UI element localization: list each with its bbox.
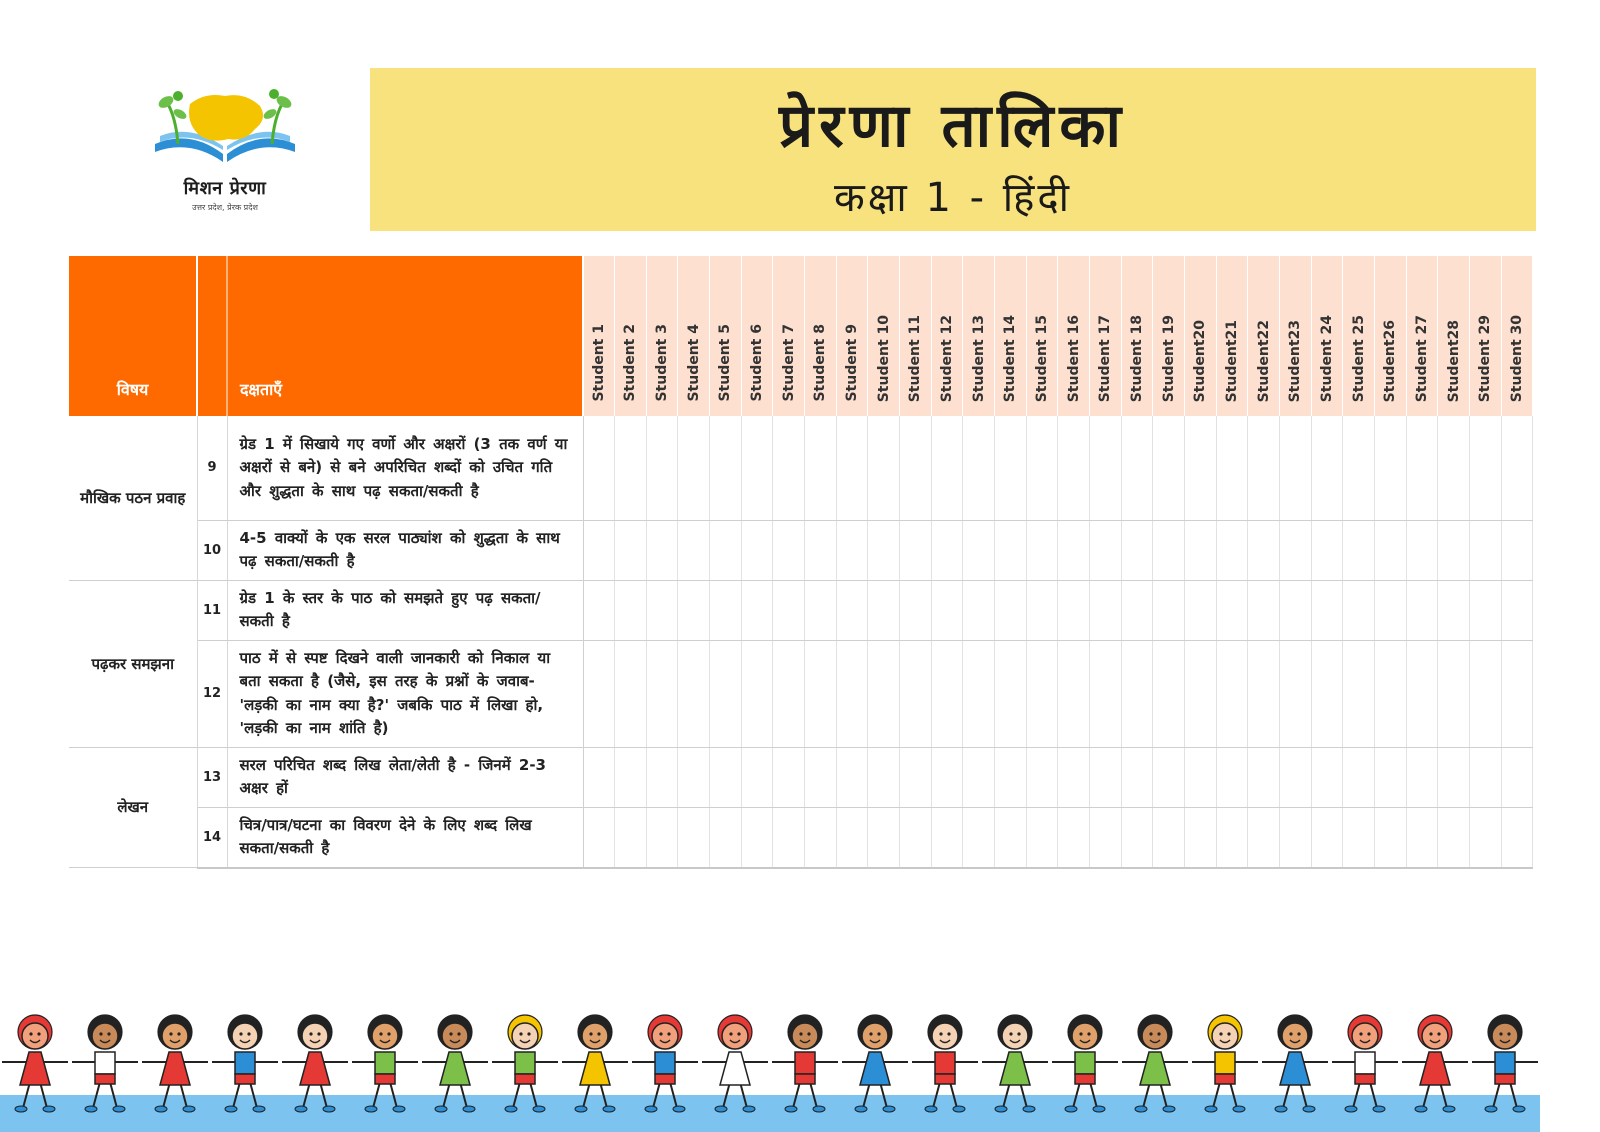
header-student-13 <box>963 256 995 416</box>
header-student-15 <box>1026 256 1058 416</box>
header-student-6 <box>741 256 773 416</box>
competency-description: चित्र/पात्र/घटना का विवरण देने के लिए शब्द लिख सकता/सकती है <box>227 807 583 868</box>
header-student-29 <box>1469 256 1501 416</box>
student-mark-cell[interactable] <box>1501 580 1533 640</box>
page-title: प्रेरणा तालिका <box>778 91 1128 161</box>
student-mark-cell[interactable] <box>678 747 710 807</box>
footer-decoration <box>0 1010 1540 1132</box>
student-mark-cell[interactable] <box>1311 520 1343 580</box>
student-mark-cell[interactable] <box>773 807 805 868</box>
student-mark-cell[interactable] <box>1184 580 1216 640</box>
student-mark-cell[interactable] <box>868 520 900 580</box>
student-mark-cell[interactable] <box>741 580 773 640</box>
student-mark-cell[interactable] <box>773 520 805 580</box>
student-mark-cell[interactable] <box>1279 640 1311 747</box>
student-mark-cell[interactable] <box>710 747 742 807</box>
student-mark-cell[interactable] <box>836 747 868 807</box>
student-mark-cell[interactable] <box>900 580 932 640</box>
header-student-26 <box>1374 256 1406 416</box>
student-mark-cell[interactable] <box>1153 807 1185 868</box>
student-mark-cell[interactable] <box>583 580 615 640</box>
student-mark-cell[interactable] <box>583 807 615 868</box>
student-mark-cell[interactable] <box>1216 416 1248 520</box>
student-label: Student 2 <box>622 324 639 402</box>
student-mark-cell[interactable] <box>1153 640 1185 747</box>
header-student-25 <box>1343 256 1375 416</box>
table-row <box>69 520 1533 580</box>
student-mark-cell[interactable] <box>1090 807 1122 868</box>
student-mark-cell[interactable] <box>1374 580 1406 640</box>
student-mark-cell[interactable] <box>741 416 773 520</box>
student-mark-cell[interactable] <box>836 416 868 520</box>
student-mark-cell[interactable] <box>1469 520 1501 580</box>
student-label: Student 16 <box>1065 314 1082 402</box>
subject-cell: पढ़कर समझना <box>69 580 197 747</box>
student-mark-cell[interactable] <box>1184 520 1216 580</box>
page-subtitle: कक्षा 1 - हिंदी <box>834 175 1072 221</box>
student-mark-cell[interactable] <box>931 640 963 747</box>
student-label: Student 6 <box>749 324 766 402</box>
student-mark-cell[interactable] <box>1026 807 1058 868</box>
student-mark-cell[interactable] <box>1153 416 1185 520</box>
student-mark-cell[interactable] <box>1438 580 1470 640</box>
header-student-1 <box>583 256 615 416</box>
student-mark-cell[interactable] <box>773 416 805 520</box>
competency-number: 10 <box>197 520 227 580</box>
student-label: Student22 <box>1255 319 1272 402</box>
title-banner <box>370 68 1536 231</box>
student-mark-cell[interactable] <box>995 747 1027 807</box>
student-mark-cell[interactable] <box>1279 747 1311 807</box>
logo-name: मिशन प्रेरणा <box>183 178 267 199</box>
student-label: Student20 <box>1192 319 1209 402</box>
student-mark-cell[interactable] <box>836 580 868 640</box>
header-student-8 <box>805 256 837 416</box>
student-mark-cell[interactable] <box>1026 747 1058 807</box>
student-mark-cell[interactable] <box>931 416 963 520</box>
up-map-book-logo-icon <box>150 84 300 174</box>
header-student-14 <box>995 256 1027 416</box>
student-mark-cell[interactable] <box>900 747 932 807</box>
student-mark-cell[interactable] <box>1248 416 1280 520</box>
student-mark-cell[interactable] <box>773 747 805 807</box>
student-mark-cell[interactable] <box>1438 807 1470 868</box>
student-mark-cell[interactable] <box>1216 640 1248 747</box>
student-mark-cell[interactable] <box>1090 416 1122 520</box>
student-mark-cell[interactable] <box>1153 747 1185 807</box>
header-student-23 <box>1279 256 1311 416</box>
student-mark-cell[interactable] <box>836 640 868 747</box>
header-student-2 <box>615 256 647 416</box>
table-header-row <box>69 256 1533 416</box>
student-mark-cell[interactable] <box>1406 807 1438 868</box>
student-mark-cell[interactable] <box>1248 747 1280 807</box>
student-mark-cell[interactable] <box>678 580 710 640</box>
student-label: Student26 <box>1382 319 1399 402</box>
student-mark-cell[interactable] <box>1374 807 1406 868</box>
student-mark-cell[interactable] <box>1153 520 1185 580</box>
header-student-18 <box>1121 256 1153 416</box>
student-label: Student 3 <box>654 324 671 402</box>
student-mark-cell[interactable] <box>931 747 963 807</box>
student-mark-cell[interactable] <box>678 807 710 868</box>
student-mark-cell[interactable] <box>615 580 647 640</box>
student-mark-cell[interactable] <box>1438 640 1470 747</box>
student-mark-cell[interactable] <box>710 640 742 747</box>
student-mark-cell[interactable] <box>1501 416 1533 520</box>
student-mark-cell[interactable] <box>1406 580 1438 640</box>
table-row <box>69 640 1533 747</box>
student-label: Student 8 <box>812 324 829 402</box>
competency-description: सरल परिचित शब्द लिख लेता/लेती है - जिनमें 2-3 अक्षर हों <box>227 747 583 807</box>
student-mark-cell[interactable] <box>1248 807 1280 868</box>
competency-table <box>69 256 1533 869</box>
student-mark-cell[interactable] <box>868 807 900 868</box>
student-mark-cell[interactable] <box>1058 747 1090 807</box>
student-mark-cell[interactable] <box>931 580 963 640</box>
student-mark-cell[interactable] <box>1501 807 1533 868</box>
student-mark-cell[interactable] <box>1090 747 1122 807</box>
student-mark-cell[interactable] <box>1343 580 1375 640</box>
student-mark-cell[interactable] <box>900 807 932 868</box>
student-mark-cell[interactable] <box>646 416 678 520</box>
student-mark-cell[interactable] <box>836 807 868 868</box>
student-mark-cell[interactable] <box>1406 520 1438 580</box>
header-student-5 <box>710 256 742 416</box>
competency-number: 9 <box>197 416 227 520</box>
student-mark-cell[interactable] <box>1406 416 1438 520</box>
student-mark-cell[interactable] <box>1216 580 1248 640</box>
student-mark-cell[interactable] <box>773 580 805 640</box>
competency-description: पाठ में से स्पष्ट दिखने वाली जानकारी को निकाल या बता सकता है (जैसे, इस तरह के प्रश्नों के जवाब- 'लड़की का नाम क्या है?' जबकि पाठ में लिखा हो, 'लड़की का नाम शांति है) <box>227 640 583 747</box>
mission-prerna-logo <box>140 84 310 224</box>
student-label: Student 5 <box>717 324 734 402</box>
header-number <box>197 256 227 416</box>
student-mark-cell[interactable] <box>805 580 837 640</box>
student-mark-cell[interactable] <box>1216 807 1248 868</box>
student-mark-cell[interactable] <box>646 580 678 640</box>
student-mark-cell[interactable] <box>963 520 995 580</box>
student-label: Student 10 <box>875 314 892 402</box>
student-label: Student 24 <box>1318 314 1335 402</box>
student-mark-cell[interactable] <box>995 520 1027 580</box>
student-mark-cell[interactable] <box>1058 640 1090 747</box>
student-mark-cell[interactable] <box>805 416 837 520</box>
student-mark-cell[interactable] <box>1343 807 1375 868</box>
student-mark-cell[interactable] <box>710 520 742 580</box>
student-mark-cell[interactable] <box>963 747 995 807</box>
student-mark-cell[interactable] <box>1343 416 1375 520</box>
student-mark-cell[interactable] <box>1058 580 1090 640</box>
header-student-27 <box>1406 256 1438 416</box>
student-mark-cell[interactable] <box>615 807 647 868</box>
student-label: Student23 <box>1287 319 1304 402</box>
student-mark-cell[interactable] <box>1501 747 1533 807</box>
student-label: Student 13 <box>970 314 987 402</box>
student-mark-cell[interactable] <box>995 416 1027 520</box>
subject-cell: मौखिक पठन प्रवाह <box>69 416 197 580</box>
student-mark-cell[interactable] <box>995 580 1027 640</box>
student-mark-cell[interactable] <box>1343 520 1375 580</box>
student-mark-cell[interactable] <box>995 807 1027 868</box>
subject-cell: लेखन <box>69 747 197 868</box>
header-competencies: दक्षताएँ <box>227 256 583 416</box>
student-mark-cell[interactable] <box>1090 580 1122 640</box>
student-mark-cell[interactable] <box>1216 520 1248 580</box>
student-mark-cell[interactable] <box>646 807 678 868</box>
student-label: Student 7 <box>780 324 797 402</box>
student-label: Student 15 <box>1034 314 1051 402</box>
logo-tagline: उत्तर प्रदेश, प्रेरक प्रदेश <box>192 203 258 212</box>
student-label: Student 19 <box>1160 314 1177 402</box>
student-mark-cell[interactable] <box>805 640 837 747</box>
student-mark-cell[interactable] <box>1374 416 1406 520</box>
student-label: Student 17 <box>1097 314 1114 402</box>
student-mark-cell[interactable] <box>615 747 647 807</box>
competency-number: 14 <box>197 807 227 868</box>
student-mark-cell[interactable] <box>900 416 932 520</box>
student-mark-cell[interactable] <box>1406 640 1438 747</box>
student-mark-cell[interactable] <box>963 416 995 520</box>
header-student-22 <box>1248 256 1280 416</box>
header-student-19 <box>1153 256 1185 416</box>
student-mark-cell[interactable] <box>741 747 773 807</box>
table-row <box>69 416 1533 520</box>
student-mark-cell[interactable] <box>1026 580 1058 640</box>
student-mark-cell[interactable] <box>1469 747 1501 807</box>
student-mark-cell[interactable] <box>805 807 837 868</box>
student-mark-cell[interactable] <box>1279 807 1311 868</box>
student-mark-cell[interactable] <box>1121 416 1153 520</box>
student-mark-cell[interactable] <box>868 747 900 807</box>
student-label: Student 1 <box>591 324 608 402</box>
student-mark-cell[interactable] <box>1184 640 1216 747</box>
student-mark-cell[interactable] <box>1184 807 1216 868</box>
student-mark-cell[interactable] <box>1501 520 1533 580</box>
student-mark-cell[interactable] <box>1153 580 1185 640</box>
student-mark-cell[interactable] <box>1311 807 1343 868</box>
student-mark-cell[interactable] <box>900 520 932 580</box>
competency-number: 12 <box>197 640 227 747</box>
student-mark-cell[interactable] <box>805 747 837 807</box>
student-mark-cell[interactable] <box>1090 640 1122 747</box>
table-row <box>69 747 1533 807</box>
student-mark-cell[interactable] <box>1343 747 1375 807</box>
student-label: Student21 <box>1223 319 1240 402</box>
student-mark-cell[interactable] <box>805 520 837 580</box>
student-mark-cell[interactable] <box>868 416 900 520</box>
student-label: Student 30 <box>1508 314 1525 402</box>
student-mark-cell[interactable] <box>963 580 995 640</box>
student-mark-cell[interactable] <box>995 640 1027 747</box>
student-mark-cell[interactable] <box>963 807 995 868</box>
student-mark-cell[interactable] <box>1058 416 1090 520</box>
student-label: Student 27 <box>1413 314 1430 402</box>
student-mark-cell[interactable] <box>1121 580 1153 640</box>
student-mark-cell[interactable] <box>583 747 615 807</box>
header-student-7 <box>773 256 805 416</box>
student-mark-cell[interactable] <box>615 416 647 520</box>
student-label: Student 29 <box>1477 314 1494 402</box>
header-subject: विषय <box>69 256 197 416</box>
student-mark-cell[interactable] <box>931 520 963 580</box>
student-mark-cell[interactable] <box>646 640 678 747</box>
header-student-3 <box>646 256 678 416</box>
competency-description: ग्रेड 1 में सिखाये गए वर्णो और अक्षरों (3 तक वर्ण या अक्षरों से बने) से बने अपरिचित शब्दों को उचित गति और शुद्धता के साथ पढ़ सकता/सकती है <box>227 416 583 520</box>
competency-description: 4-5 वाक्यों के एक सरल पाठ्यांश को शुद्धता के साथ पढ़ सकता/सकती है <box>227 520 583 580</box>
student-mark-cell[interactable] <box>1121 807 1153 868</box>
student-label: Student28 <box>1445 319 1462 402</box>
student-mark-cell[interactable] <box>710 416 742 520</box>
student-mark-cell[interactable] <box>1469 807 1501 868</box>
competency-number: 13 <box>197 747 227 807</box>
student-mark-cell[interactable] <box>1311 416 1343 520</box>
student-mark-cell[interactable] <box>1406 747 1438 807</box>
header-student-24 <box>1311 256 1343 416</box>
student-mark-cell[interactable] <box>1121 520 1153 580</box>
student-mark-cell[interactable] <box>646 520 678 580</box>
student-mark-cell[interactable] <box>1374 747 1406 807</box>
student-mark-cell[interactable] <box>710 580 742 640</box>
student-label: Student 18 <box>1128 314 1145 402</box>
student-mark-cell[interactable] <box>1469 416 1501 520</box>
table-row <box>69 807 1533 868</box>
student-mark-cell[interactable] <box>678 520 710 580</box>
student-mark-cell[interactable] <box>1248 640 1280 747</box>
header-student-9 <box>836 256 868 416</box>
student-mark-cell[interactable] <box>868 580 900 640</box>
header-student-11 <box>900 256 932 416</box>
student-mark-cell[interactable] <box>678 416 710 520</box>
header-student-21 <box>1216 256 1248 416</box>
student-mark-cell[interactable] <box>1058 520 1090 580</box>
student-mark-cell[interactable] <box>1501 640 1533 747</box>
student-mark-cell[interactable] <box>1090 520 1122 580</box>
header-student-16 <box>1058 256 1090 416</box>
student-mark-cell[interactable] <box>1311 747 1343 807</box>
header-student-10 <box>868 256 900 416</box>
student-mark-cell[interactable] <box>741 640 773 747</box>
student-mark-cell[interactable] <box>900 640 932 747</box>
student-mark-cell[interactable] <box>1279 520 1311 580</box>
student-mark-cell[interactable] <box>1311 580 1343 640</box>
student-mark-cell[interactable] <box>1438 747 1470 807</box>
student-mark-cell[interactable] <box>1279 416 1311 520</box>
header-student-30 <box>1501 256 1533 416</box>
student-mark-cell[interactable] <box>1026 640 1058 747</box>
competency-number: 11 <box>197 580 227 640</box>
header-student-20 <box>1184 256 1216 416</box>
student-mark-cell[interactable] <box>615 640 647 747</box>
student-mark-cell[interactable] <box>1374 640 1406 747</box>
student-label: Student 4 <box>685 324 702 402</box>
student-label: Student 25 <box>1350 314 1367 402</box>
student-mark-cell[interactable] <box>1438 520 1470 580</box>
student-mark-cell[interactable] <box>1184 416 1216 520</box>
student-mark-cell[interactable] <box>1121 747 1153 807</box>
student-mark-cell[interactable] <box>868 640 900 747</box>
header-student-28 <box>1438 256 1470 416</box>
student-mark-cell[interactable] <box>741 520 773 580</box>
student-mark-cell[interactable] <box>741 807 773 868</box>
student-mark-cell[interactable] <box>836 520 868 580</box>
student-mark-cell[interactable] <box>1216 747 1248 807</box>
student-mark-cell[interactable] <box>1058 807 1090 868</box>
student-mark-cell[interactable] <box>1248 580 1280 640</box>
student-mark-cell[interactable] <box>931 807 963 868</box>
student-mark-cell[interactable] <box>583 416 615 520</box>
student-mark-cell[interactable] <box>1311 640 1343 747</box>
children-holding-hands-icon <box>0 1010 1540 1132</box>
student-mark-cell[interactable] <box>1469 580 1501 640</box>
student-mark-cell[interactable] <box>1026 416 1058 520</box>
student-mark-cell[interactable] <box>678 640 710 747</box>
student-mark-cell[interactable] <box>1374 520 1406 580</box>
student-mark-cell[interactable] <box>710 807 742 868</box>
student-label: Student 12 <box>939 314 956 402</box>
header-student-4 <box>678 256 710 416</box>
student-mark-cell[interactable] <box>583 640 615 747</box>
student-label: Student 14 <box>1002 314 1019 402</box>
student-mark-cell[interactable] <box>1248 520 1280 580</box>
table-row <box>69 580 1533 640</box>
student-mark-cell[interactable] <box>615 520 647 580</box>
student-label: Student 11 <box>907 314 924 402</box>
header-student-17 <box>1090 256 1122 416</box>
student-mark-cell[interactable] <box>1184 747 1216 807</box>
student-label: Student 9 <box>844 324 861 402</box>
student-mark-cell[interactable] <box>1469 640 1501 747</box>
student-mark-cell[interactable] <box>1121 640 1153 747</box>
student-mark-cell[interactable] <box>1279 580 1311 640</box>
student-mark-cell[interactable] <box>773 640 805 747</box>
student-mark-cell[interactable] <box>583 520 615 580</box>
competency-description: ग्रेड 1 के स्तर के पाठ को समझते हुए पढ़ सकता/सकती है <box>227 580 583 640</box>
student-mark-cell[interactable] <box>1026 520 1058 580</box>
student-mark-cell[interactable] <box>646 747 678 807</box>
student-mark-cell[interactable] <box>1438 416 1470 520</box>
header-student-12 <box>931 256 963 416</box>
student-mark-cell[interactable] <box>963 640 995 747</box>
student-mark-cell[interactable] <box>1343 640 1375 747</box>
